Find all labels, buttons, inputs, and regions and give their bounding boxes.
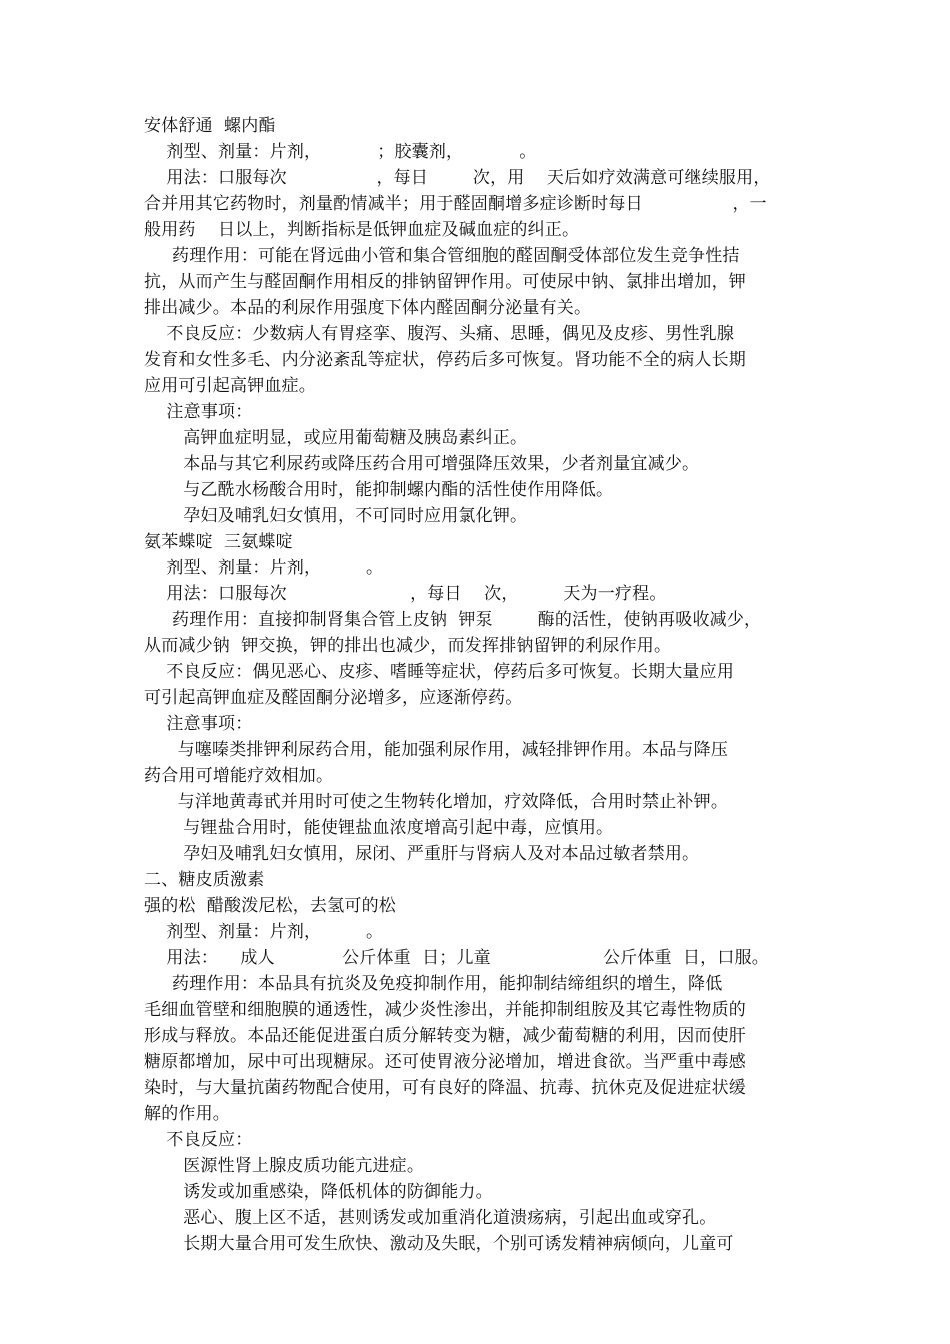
text-line: 不良反应：: [144, 1130, 253, 1150]
text-line: 排出减少。本品的利尿作用强度下体内醛固酮分泌量有关。: [144, 298, 592, 318]
text-line: 与噻嗪类排钾利尿药合用，能加强利尿作用，减轻排钾作用。本品与降压: [144, 740, 729, 760]
text-line: 二、糖皮质激素: [144, 870, 265, 890]
text-line: 药合用可增能疗效相加。: [144, 766, 334, 786]
text-line: 注意事项：: [144, 402, 253, 422]
text-line: 糖原都增加，尿中可出现糖尿。还可使胃液分泌增加，增进食欲。当严重中毒感: [144, 1052, 746, 1072]
text-line: 氨苯蝶啶 三氨蝶啶: [144, 532, 293, 552]
text-line: 孕妇及哺乳妇女慎用，尿闭、严重肝与肾病人及对本品过敏者禁用。: [144, 844, 700, 864]
text-line: 长期大量合用可发生欣快、激动及失眠，个别可诱发精神病倾向，儿童可: [144, 1234, 734, 1254]
text-line: 解的作用。: [144, 1104, 230, 1124]
text-line: 高钾血症明显，或应用葡萄糖及胰岛素纠正。: [144, 428, 528, 448]
text-line: 剂型、剂量：片剂， 。: [144, 558, 384, 578]
text-line: 药理作用：可能在肾远曲小管和集合管细胞的醛固酮受体部位发生竞争性拮: [144, 246, 740, 266]
text-line: 合并用其它药物时，剂量酌情减半；用于醛固酮增多症诊断时每日 ，一: [144, 194, 767, 214]
text-line: 药理作用：本品具有抗炎及免疫抑制作用，能抑制结缔组织的增生，降低: [144, 974, 723, 994]
text-line: 与乙酰水杨酸合用时，能抑制螺内酯的活性使作用降低。: [144, 480, 614, 500]
text-line: 安体舒通 螺内酯: [144, 116, 276, 136]
text-line: 染时，与大量抗菌药物配合使用，可有良好的降温、抗毒、抗休克及促进症状缓: [144, 1078, 746, 1098]
text-line: 医源性肾上腺皮质功能亢进症。: [144, 1156, 425, 1176]
text-line: 从而减少钠 钾交换，钾的排出也减少，而发挥排钠留钾的利尿作用。: [144, 636, 672, 656]
text-line: 剂型、剂量：片剂， ；胶囊剂， 。: [144, 142, 537, 162]
text-line: 注意事项：: [144, 714, 253, 734]
text-line: 发育和女性多毛、内分泌紊乱等症状，停药后多可恢复。肾功能不全的病人长期: [144, 350, 746, 370]
text-line: 毛细血管壁和细胞膜的通透性，减少炎性渗出，并能抑制组胺及其它毒性物质的: [144, 1000, 746, 1020]
text-line: 形成与释放。本品还能促进蛋白质分解转变为糖，减少葡萄糖的利用，因而使肝: [144, 1026, 746, 1046]
text-line: 强的松 醋酸泼尼松，去氢可的松: [144, 896, 397, 916]
text-line: 抗，从而产生与醛固酮作用相反的排钠留钾作用。可使尿中钠、氯排出增加，钾: [144, 272, 746, 292]
text-line: 药理作用：直接抑制肾集合管上皮钠 钾泵 酶的活性，使钠再吸收减少，: [144, 610, 762, 630]
text-line: 恶心、腹上区不适，甚则诱发或加重消化道溃疡病，引起出血或穿孔。: [144, 1208, 717, 1228]
text-line: 可引起高钾血症及醛固酮分泌增多，应逐渐停药。: [144, 688, 523, 708]
text-line: 剂型、剂量：片剂， 。: [144, 922, 384, 942]
text-line: 不良反应：偶见恶心、皮疹、嗜睡等症状，停药后多可恢复。长期大量应用: [144, 662, 735, 682]
text-line: 孕妇及哺乳妇女慎用，不可同时应用氯化钾。: [144, 506, 528, 526]
text-line: 用法：口服每次 ，每日 次，用 天后如疗效满意可继续服用，: [144, 168, 771, 188]
text-line: 与锂盐合用时，能使锂盐血浓度增高引起中毒，应慎用。: [144, 818, 614, 838]
text-line: 与洋地黄毒甙并用时可使之生物转化增加，疗效降低，合用时禁止补钾。: [144, 792, 729, 812]
text-line: 本品与其它利尿药或降压药合用可增强降压效果，少者剂量宜减少。: [144, 454, 700, 474]
text-line: 诱发或加重感染，降低机体的防御能力。: [144, 1182, 493, 1202]
text-line: 不良反应：少数病人有胃痉挛、腹泻、头痛、思睡，偶见及皮疹、男性乳腺: [144, 324, 735, 344]
text-line: 用法： 成人 公斤体重 日；儿童 公斤体重 日，口服。: [144, 948, 769, 968]
text-line: 应用可引起高钾血症。: [144, 376, 316, 396]
text-line: 用法：口服每次 ，每日 次， 天为一疗程。: [144, 584, 667, 604]
text-line: 般用药 日以上，判断指标是低钾血症及碱血症的纠正。: [144, 220, 580, 240]
